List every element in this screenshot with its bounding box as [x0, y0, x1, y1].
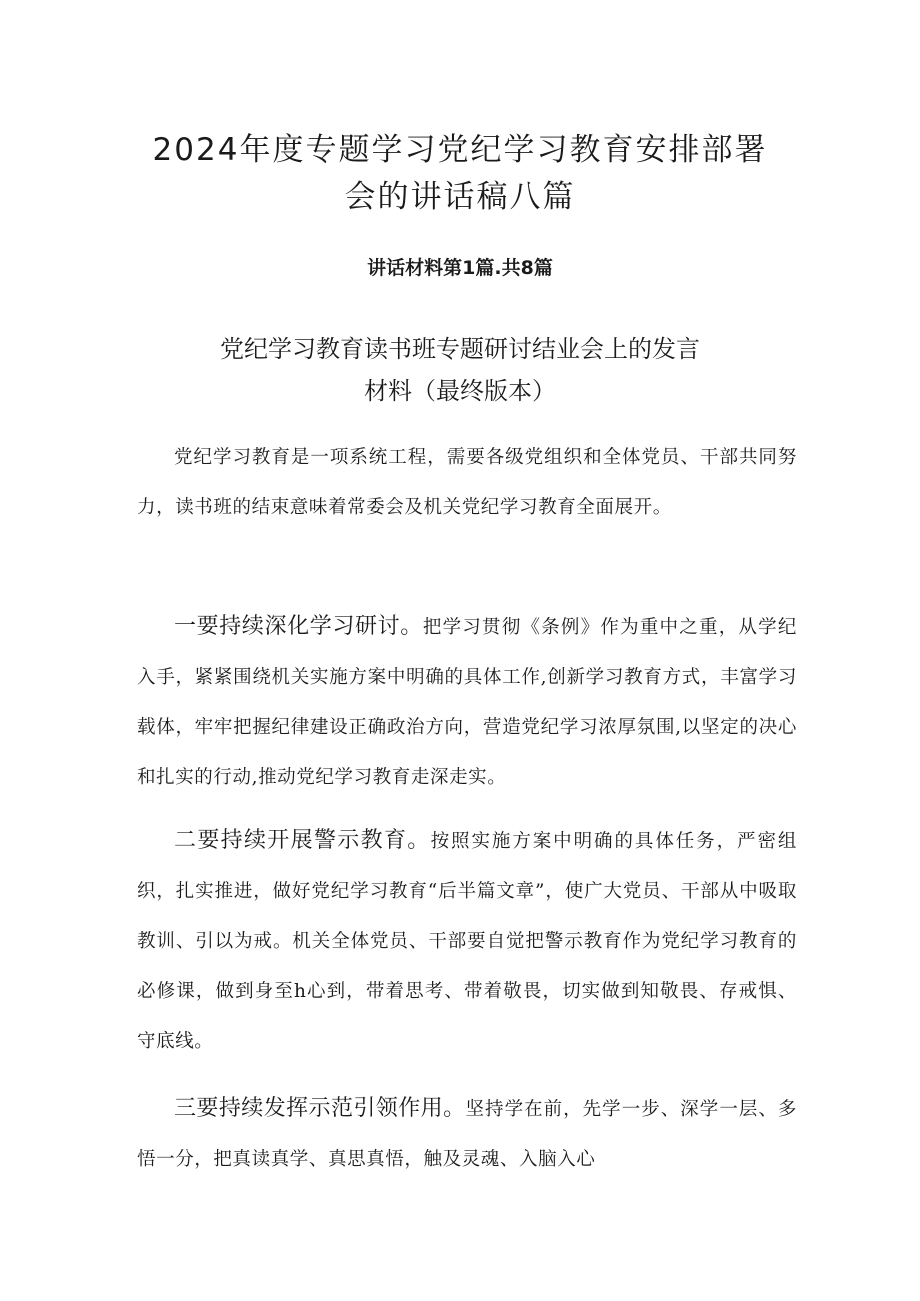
- paragraph-text: 把学习贯彻《条例》作为重中之重，从学纪入手，紧紧围绕机关实施方案中明确的具体工作,创新学习教育方式，丰富学习载体，牢牢把握纪律建设正确政治方向，营造党纪学习浓厚氛围,以坚定的决心和扎实的行动,推动党纪学习教育走深走实。: [137, 617, 797, 788]
- document-title: [120, 127, 800, 221]
- title-line-2: 会的讲话稿八篇: [344, 178, 576, 215]
- paragraph-lead: 三要持续发挥示范引领作用。: [174, 1096, 466, 1121]
- speech-subtitle: [150, 328, 770, 412]
- paragraph-text: 党纪学习教育是一项系统工程，需要各级党组织和全体党员、干部共同努力，读书班的结束意味着常委会及机关党纪学习教育全面展开。: [137, 447, 797, 518]
- subtitle-line-1: 党纪学习教育读书班专题研讨结业会上的发言: [220, 335, 700, 363]
- paragraph-lead: 二要持续开展警示教育。: [174, 828, 431, 853]
- paragraph-lead: 一要持续深化学习研讨。: [174, 614, 423, 639]
- paragraph-point-3: [137, 1084, 797, 1185]
- paragraph-text: 按照实施方案中明确的具体任务，严密组织，扎实推进，做好党纪学习教育“后半篇文章”，使广大党员、干部从中吸取教训、引以为戒。机关全体党员、干部要自觉把警示教育作为党纪学习教育的必修课，做到身至h心到，带着思考、带着敬畏，切实做到知敬畏、存戒惧、守底线。: [137, 831, 797, 1052]
- subtitle-line-2: 材料（最终版本）: [364, 377, 556, 405]
- paragraph-intro: [137, 433, 797, 533]
- paragraph-point-1: [137, 602, 797, 803]
- title-line-1: 2024年度专题学习党纪学习教育安排部署: [152, 131, 768, 168]
- paragraph-point-2: [137, 816, 797, 1067]
- part-label: 讲话材料第1篇.共8篇: [367, 257, 553, 279]
- paragraph-text: 坚持学在前，先学一步、深学一层、多悟一分，把真读真学、真思真悟，触及灵魂、入脑入心: [137, 1099, 797, 1170]
